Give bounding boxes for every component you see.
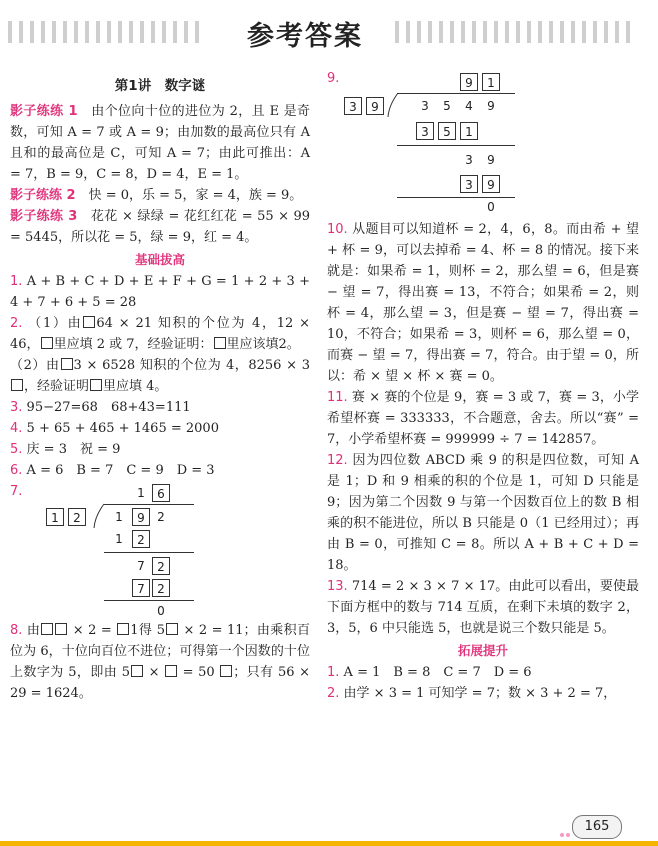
- subtraction-line: [104, 600, 194, 601]
- answer-8-part: 由: [26, 623, 41, 638]
- digit-box: 9: [482, 175, 500, 193]
- left-column: [10, 74, 310, 704]
- answer-8-part: ×: [148, 665, 160, 680]
- answer-13: [327, 576, 639, 639]
- header-stripes-right: [395, 21, 640, 43]
- division-bar: [397, 93, 515, 94]
- exercise-1-label: 影子练练 1: [10, 104, 78, 119]
- digit-box: 5: [438, 122, 456, 140]
- page-header: [0, 0, 658, 62]
- exercise-3-text: 花花 × 绿绿 = 花红红花 = 55 × 99 = 5445，所以花 = 5，绿 = 9，红 = 4。: [10, 209, 310, 245]
- answer-8-part: = 50: [182, 665, 215, 680]
- answer-13-text: 714 = 2 × 3 × 7 × 17。由此可以看出，要使最下面方框中的数与 714 互质，在剩下未填的数字 2，3，5，6 中只能选 5，也就是说三个数只能是 5。: [327, 579, 639, 636]
- answer-3-number: 3.: [10, 400, 23, 415]
- answer-6: [10, 460, 310, 481]
- blank-box: [90, 379, 102, 391]
- blank-box: [131, 665, 143, 677]
- blank-box: [83, 316, 95, 328]
- extension-answer-2-number: 2.: [327, 686, 340, 701]
- answer-2a-part1: （1）由: [28, 316, 83, 331]
- blank-box: [166, 623, 178, 635]
- digit-box: 2: [132, 530, 150, 548]
- digit-box: 9: [132, 508, 150, 526]
- blank-box: [220, 665, 232, 677]
- digit: 3: [465, 153, 473, 167]
- division-bracket: [92, 502, 106, 530]
- digit-box: 1: [460, 122, 478, 140]
- page-title: 参考答案: [247, 21, 363, 52]
- digit-box: 1: [482, 73, 500, 91]
- exercise-2-label: 影子练练 2: [10, 188, 76, 203]
- digit: 1: [115, 532, 123, 546]
- answer-10: [327, 219, 639, 387]
- digit-box: 3: [460, 175, 478, 193]
- answer-3-text: 95−27=68 68+43=111: [26, 400, 191, 415]
- digit: 5: [443, 99, 451, 113]
- digit-box: 1: [46, 508, 64, 526]
- exercise-1-text: 由个位向十位的进位为 2，且 E 是奇数，可知 A = 7 或 A = 9；由加数的最高位只有 A 且和的最高位是 C，可知 A = 7；由此可推出：A = 7，B = 9，C = 8，D = 4，E = 1。: [10, 104, 310, 182]
- answer-8-part: ；只有 56 × 29 = 1624。: [10, 665, 310, 701]
- answer-1-number: 1.: [10, 274, 23, 289]
- answer-10-number: 10.: [327, 222, 348, 237]
- blank-box: [11, 379, 23, 391]
- section-title-basic: 基础拔高: [134, 252, 185, 267]
- digit-box: 9: [460, 73, 478, 91]
- answer-2a-part4: 里应该填2。: [226, 337, 300, 352]
- digit-box: 3: [416, 122, 434, 140]
- extension-answer-1-number: 1.: [327, 665, 340, 680]
- answer-8-part: ；由乘积百位为 6，十位向百位不进位；可得第一个因数的十位上数字为 5，即由 5: [10, 623, 310, 680]
- long-division-figure-9: [342, 71, 542, 213]
- answer-2b-part3: ，经验证明: [24, 379, 90, 394]
- division-bracket: [386, 91, 400, 119]
- blank-box: [214, 337, 226, 349]
- blank-box: [165, 665, 177, 677]
- answer-8-part: × 2 = 11: [183, 623, 244, 638]
- answer-5-text: 庆 = 3 祝 = 9: [26, 442, 121, 457]
- answer-4-text: 5 + 65 + 465 + 1465 = 2000: [26, 421, 219, 436]
- answer-13-number: 13.: [327, 579, 348, 594]
- exercise-3: [10, 206, 310, 248]
- answer-6-text: A = 6 B = 7 C = 9 D = 3: [26, 463, 215, 478]
- exercise-2: [10, 185, 310, 206]
- answer-11: [327, 387, 639, 450]
- answer-11-number: 11.: [327, 390, 348, 405]
- answer-2b: [10, 355, 310, 397]
- exercise-2-text: 快 = 0，乐 = 5，家 = 4，族 = 9。: [88, 188, 303, 203]
- right-column: [327, 68, 639, 704]
- division-bar: [104, 504, 194, 505]
- extension-answer-2-text: 由学 × 3 = 1 可知学 = 7；数 × 3 + 2 = 7，: [343, 686, 617, 701]
- answer-5: [10, 439, 310, 460]
- digit-box: 9: [366, 97, 384, 115]
- answer-11-text: 赛 × 赛的个位是 9，赛 = 3 或 7，赛 = 3，小学希望杯赛 = 333333，不合题意，舍去。所以“赛” = 7，小学希望杯赛 = 999999 ÷ 7 = 142857。: [327, 390, 639, 447]
- exercise-1: [10, 101, 310, 185]
- digit: 1: [137, 486, 145, 500]
- answer-2b-part2: 3 × 6528 知积的个位为 4，8256 × 3: [73, 358, 310, 373]
- long-division-figure-7: [40, 482, 210, 618]
- answer-4: [10, 418, 310, 439]
- answer-10-text: 从题目可以知道杯 = 2，4，6，8。而由希 + 望 + 杯 = 9，可以去掉希 = 4、杯 = 8 的情况。接下来就是：如果希 = 1，则杯 = 2，那么望 = 6，但是赛 − 望 = 7，得出赛 = 13，不符合；如果希 = 2，则杯 = 4，那么望 = 3，但是赛 − 望 = 7，得出赛 = 10，不符合；如果希 = 3，则杯 = 6，那么望 = 0，而赛 − 望 = 7，得出赛 = 7，符合。由于望 = 0，所以：希 × 望 × 杯 × 赛 = 0。: [327, 222, 639, 384]
- answer-2b-part4: 里应填 4。: [103, 379, 168, 394]
- blank-box: [41, 337, 53, 349]
- digit-box: 6: [152, 484, 170, 502]
- answer-1: [10, 271, 310, 313]
- answer-9-number: 9.: [327, 71, 340, 86]
- decorative-dots: [560, 822, 572, 841]
- answer-5-number: 5.: [10, 442, 23, 457]
- answer-2-number: 2.: [10, 316, 23, 331]
- digit-box: 2: [152, 557, 170, 575]
- subtraction-line: [397, 145, 515, 146]
- answer-7-number: 7.: [10, 484, 23, 499]
- exercise-3-label: 影子练练 3: [10, 209, 78, 224]
- answer-8-number: 8.: [10, 623, 23, 638]
- section-title-extension: 拓展提升: [457, 643, 508, 658]
- answer-12-number: 12.: [327, 453, 348, 468]
- digit-box: 3: [344, 97, 362, 115]
- answer-8: [10, 620, 310, 704]
- digit: 0: [157, 604, 165, 618]
- page-number: 165: [572, 815, 622, 839]
- digit: 7: [137, 559, 145, 573]
- blank-box: [55, 623, 67, 635]
- digit: 0: [487, 200, 495, 214]
- digit: 9: [487, 99, 495, 113]
- subtraction-line: [104, 552, 194, 553]
- answer-2a-part3: 里应填 2 或 7，经验证明：: [53, 337, 213, 352]
- answer-3: [10, 397, 310, 418]
- digit: 1: [115, 510, 123, 524]
- answer-1-text: A + B + C + D + E + F + G = 1 + 2 + 3 + 4 + 7 + 6 + 5 = 28: [10, 274, 310, 310]
- answer-8-part: 1得 5: [130, 623, 165, 638]
- digit: 4: [465, 99, 473, 113]
- digit-box: 2: [68, 508, 86, 526]
- blank-box: [61, 358, 73, 370]
- answer-4-number: 4.: [10, 421, 23, 436]
- lesson-title: 第1讲 数字谜: [114, 78, 206, 94]
- extension-answer-1: [327, 662, 639, 683]
- extension-answer-1-text: A = 1 B = 8 C = 7 D = 6: [343, 665, 532, 680]
- digit: 3: [421, 99, 429, 113]
- answer-12-text: 因为四位数 ABCD 乘 9 的积是四位数，可知 A 是 1；D 和 9 相乘的积的个位是 1，可知 D 只能是 9；因为第二个因数 9 与第一个因数百位上的数 B 相乘的积不能进位，所以 B 只能是 0（1 已经用过）；再由 B = 0，可推知 C = 8。所以 A + B + C + D = 18。: [327, 453, 640, 573]
- answer-12: [327, 450, 639, 576]
- answer-2a: 2. （1）由 64 × 21 知积的个位为 4，12 × 46， 里应填 2 或 7，经验证明： 里应该填2。: [10, 316, 310, 352]
- answer-2b-part1: （2）由: [10, 358, 60, 373]
- digit-box: 2: [152, 579, 170, 597]
- answer-6-number: 6.: [10, 463, 23, 478]
- extension-answer-2: [327, 683, 639, 704]
- blank-box: [117, 623, 129, 635]
- blank-box: [41, 623, 53, 635]
- digit: 9: [487, 153, 495, 167]
- bottom-bar: [0, 841, 658, 846]
- header-stripes-left: [8, 21, 208, 43]
- digit-box: 7: [132, 579, 150, 597]
- answer-2a-part2: 64 × 21 知积的个位为 4，12 × 46: [10, 316, 310, 352]
- digit: 2: [157, 510, 165, 524]
- answer-8-part: × 2 =: [72, 623, 112, 638]
